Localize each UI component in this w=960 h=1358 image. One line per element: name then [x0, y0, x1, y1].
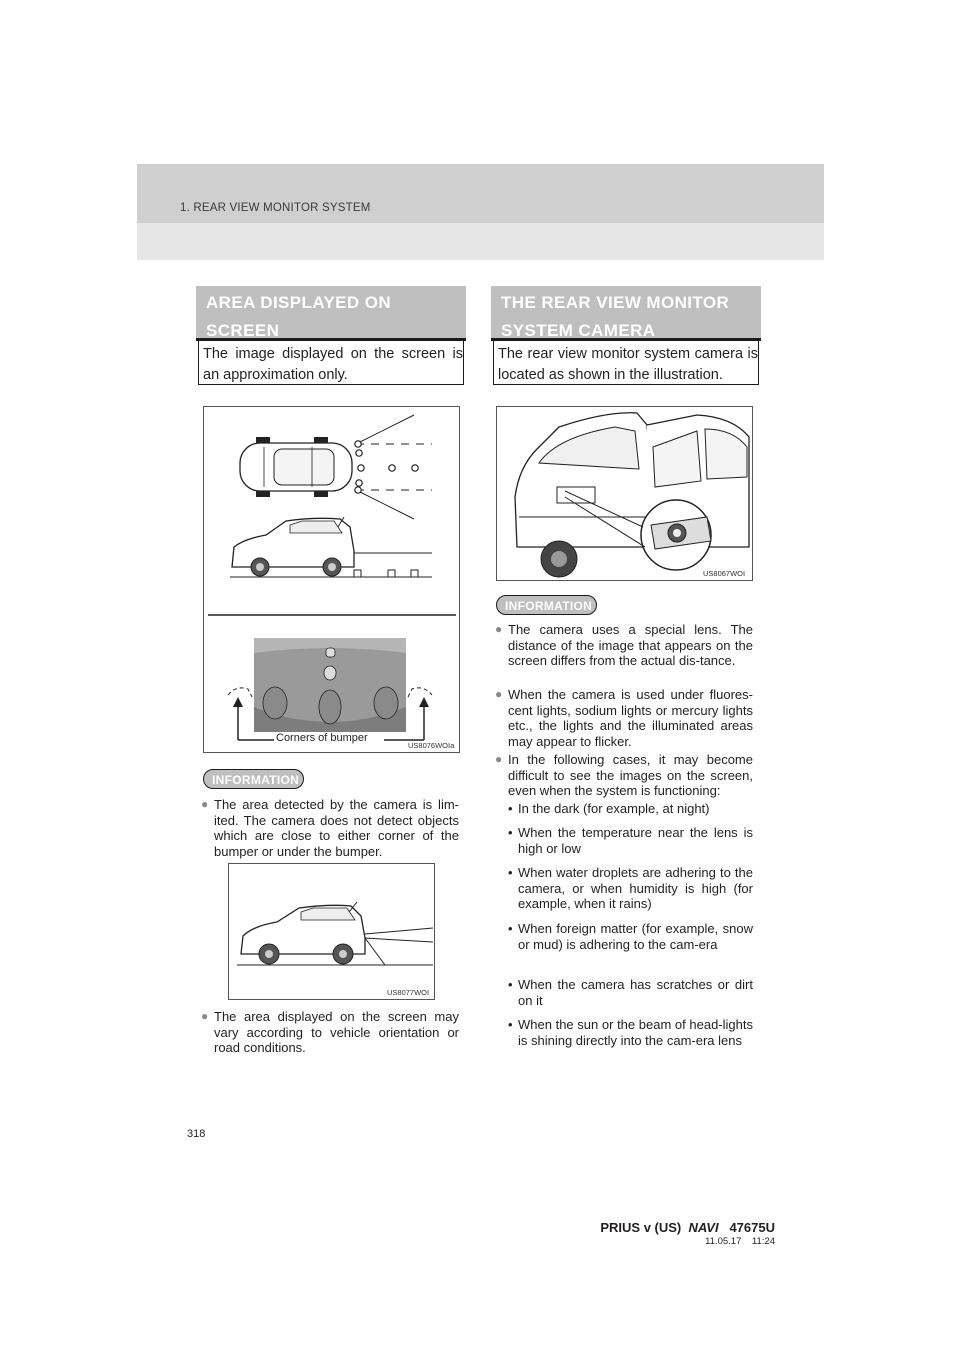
left-intro: The image displayed on the screen is an approximation only. [198, 341, 464, 385]
left-bullet-1: ● The area detected by the camera is lim-ited. The camera does not detect objects which are close to either corner of the bumper or under the bumper. [201, 797, 459, 859]
car-side-view [232, 518, 354, 576]
header-bar [137, 164, 824, 223]
information-badge-right: INFORMATION [496, 595, 597, 615]
left-heading [196, 286, 466, 341]
corners-of-bumper-label: Corners of bumper [276, 732, 368, 744]
left-bullet-2: ● The area displayed on the screen may vary according to vehicle orientation or road conditions. [201, 1009, 459, 1055]
car-side-view-2 [241, 905, 365, 964]
car-rear-view [515, 413, 749, 577]
area-displayed-figure [203, 406, 460, 753]
left-heading-line1: AREA DISPLAYED ON [206, 293, 392, 312]
bullet-icon: ● [201, 1009, 209, 1023]
section-title: 1. REAR VIEW MONITOR SYSTEM [180, 202, 371, 214]
bullet-icon: ● [495, 752, 503, 766]
camera-diagram [497, 407, 753, 581]
figure-code-right: US8067WOI [703, 569, 746, 578]
left-heading-line2: SCREEN [206, 321, 280, 340]
sub-item: • In the dark (for example, at night) [508, 801, 710, 816]
camera-location-figure [496, 406, 753, 581]
sub-item: • When the camera has scratches or dirt on it [508, 977, 753, 1008]
sub-item: • When water droplets are adhering to the camera, or when humidity is high (for example, when it rains) [508, 865, 753, 911]
right-intro: The rear view monitor system camera is located as shown in the illustration. [493, 341, 759, 385]
sub-item: • When the temperature near the lens is high or low [508, 825, 753, 856]
sub-item: • When foreign matter (for example, snow or mud) is adhering to the cam-era [508, 921, 753, 952]
bullet-icon: ● [495, 687, 503, 701]
figure2-code: US8077WOI [387, 988, 430, 997]
right-heading [491, 286, 761, 341]
car-top-view [240, 437, 352, 497]
right-heading-line1: THE REAR VIEW MONITOR [501, 293, 730, 312]
page-number: 318 [187, 1128, 206, 1140]
model-identifier: PRIUS v (US) NAVI 47675U [600, 1220, 775, 1235]
information-badge: INFORMATION [203, 769, 304, 789]
print-date: 11.05.17 11:24 [705, 1236, 775, 1247]
detection-figure [228, 863, 435, 1000]
bullet-icon: ● [495, 622, 503, 636]
detection-diagram [229, 864, 435, 1000]
right-heading-line2: SYSTEM CAMERA [501, 321, 656, 340]
right-bullet-1: ● The camera uses a special lens. The distance of the image that appears on the screen differs from the actual dis-tance. [495, 622, 753, 668]
bullet-icon: ● [201, 797, 209, 811]
right-bullet-3: ● In the following cases, it may become difficult to see the images on the screen, even when the system is functioning: [495, 752, 753, 798]
sub-item: • When the sun or the beam of head-lights is shining directly into the cam-era lens [508, 1017, 753, 1048]
figure-code: US8076WOIa [408, 741, 455, 750]
area-diagram [204, 407, 460, 753]
monitor-screen-view [254, 638, 406, 732]
right-bullet-2: ● When the camera is used under fluores-cent lights, sodium lights or mercury lights etc., the lights and the illuminated areas may appear to flicker. [495, 687, 753, 749]
